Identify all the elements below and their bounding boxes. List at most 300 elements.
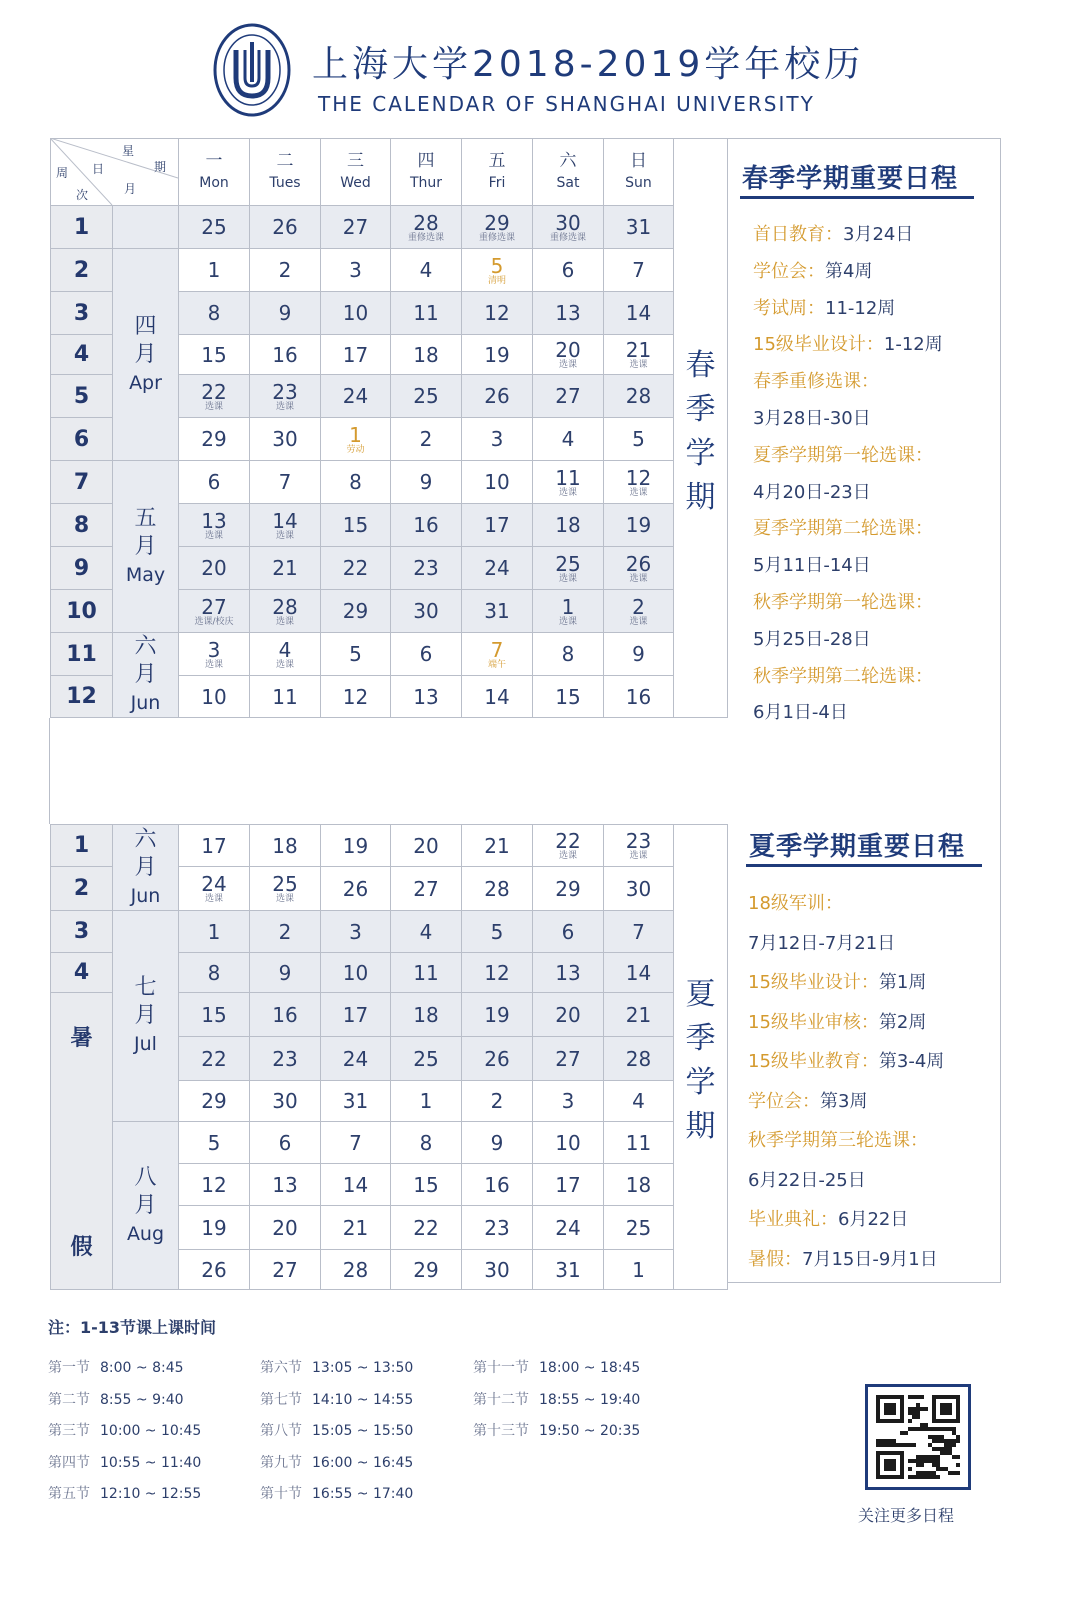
class-period: [260, 1420, 413, 1440]
day-cell: [604, 335, 674, 375]
day-number: 21: [272, 556, 298, 580]
day-number: 28: [625, 1046, 652, 1071]
month-en: Aug: [126, 1222, 165, 1245]
period-time: 19:50 ~ 20:35: [539, 1423, 641, 1439]
period-name: 第七节: [260, 1391, 302, 1408]
day-cell: [321, 993, 391, 1037]
day-number: 23: [272, 379, 298, 404]
month-cn: 七月: [134, 975, 157, 1028]
day-number: 21: [625, 338, 652, 362]
schedule-item-value: 第3周: [820, 1090, 868, 1112]
day-cell: [179, 1164, 250, 1206]
day-cell: [391, 1037, 462, 1081]
day-number: 25: [201, 215, 227, 239]
day-cell: [250, 504, 321, 547]
day-number: 29: [201, 427, 227, 451]
day-cell: [533, 547, 604, 590]
class-period-note-title: 注：1-13节课上课时间: [48, 1318, 217, 1337]
day-number: 2: [278, 258, 292, 282]
day-number: 24: [342, 1046, 369, 1071]
qr-code: [865, 1384, 971, 1490]
day-number: 9: [278, 960, 292, 985]
day-note: 重修选课: [478, 232, 515, 243]
corner-xing: 星: [122, 144, 135, 158]
day-cell: [462, 292, 533, 335]
schedule-item-value: 6月1日-4日: [753, 702, 848, 724]
day-header: [533, 139, 604, 206]
day-cell: [321, 547, 391, 590]
week-number: 5: [51, 375, 113, 418]
day-cell: [533, 993, 604, 1037]
week-row: [51, 249, 728, 292]
day-header-en: Mon: [199, 175, 229, 191]
day-cell: [391, 590, 462, 633]
day-number: 18: [413, 1002, 439, 1027]
period-name: 第十一节: [473, 1360, 529, 1376]
day-cell: [250, 418, 321, 461]
day-cell: [462, 335, 533, 375]
day-cell: [321, 504, 391, 547]
day-cell: [462, 825, 533, 867]
day-cell: [250, 206, 321, 249]
week-row: [51, 206, 728, 249]
day-number: 18: [625, 1172, 652, 1197]
day-cell: [321, 633, 391, 676]
day-number: 29: [201, 1089, 227, 1113]
day-cell: [391, 335, 462, 375]
corner-qi: 期: [154, 160, 167, 174]
class-period: [48, 1452, 201, 1472]
day-number: 25: [555, 551, 581, 576]
day-number: 20: [555, 1002, 581, 1027]
day-number: 6: [278, 1130, 292, 1155]
day-cell: [462, 1122, 533, 1164]
day-number: 27: [272, 1257, 298, 1282]
day-number: 29: [484, 210, 510, 235]
semester-char: 夏: [685, 977, 716, 1012]
day-cell: [533, 1164, 604, 1206]
day-cell: [179, 1206, 250, 1250]
month-en: Apr: [129, 371, 162, 394]
class-period: [48, 1420, 201, 1440]
day-cell: [250, 1164, 321, 1206]
day-cell: [462, 547, 533, 590]
schedule-item: [748, 1087, 867, 1113]
semester-label-column: [674, 340, 727, 516]
month-cn: 四月: [134, 313, 157, 367]
schedule-item: [748, 968, 926, 994]
schedule-item-value: 4月20日-23日: [753, 481, 871, 503]
holiday-char: 假: [70, 1235, 93, 1260]
month-en: May: [125, 563, 166, 586]
schedule-item-key: 18级军训：: [748, 893, 843, 914]
day-number: 18: [555, 513, 581, 537]
period-time: 18:00 ~ 18:45: [539, 1360, 641, 1376]
day-number: 30: [625, 876, 652, 901]
day-number: 14: [625, 301, 652, 325]
day-header: [250, 139, 321, 206]
day-cell: [533, 633, 604, 676]
day-number: 18: [413, 342, 439, 367]
divider: [49, 718, 50, 824]
day-cell: [391, 633, 462, 676]
schedule-item-key: 夏季学期第二轮选课：: [753, 518, 933, 540]
day-number: 12: [201, 1172, 227, 1197]
day-number: 2: [632, 594, 645, 619]
semester-char: 期: [685, 480, 716, 515]
week-number: 11: [51, 633, 113, 676]
day-note: 选课: [204, 659, 223, 670]
day-cell: [462, 249, 533, 292]
day-number: 16: [484, 1172, 510, 1197]
day-number: 12: [342, 684, 369, 709]
month-label: [113, 633, 179, 718]
period-name: 第十节: [260, 1486, 302, 1502]
day-number: 6: [207, 470, 221, 494]
summer-calendar-table: [50, 824, 728, 1290]
week-number: 2: [51, 249, 113, 292]
day-number: 6: [419, 642, 433, 666]
day-cell: [533, 375, 604, 418]
day-cell: [250, 547, 321, 590]
day-number: 3: [207, 637, 221, 662]
day-number: 10: [201, 684, 227, 709]
day-number: 7: [278, 470, 292, 494]
day-header: [321, 139, 391, 206]
schedule-item-key: 秋季学期第二轮选课：: [753, 665, 933, 687]
table-corner-header: [50, 138, 178, 205]
day-number: 12: [484, 301, 510, 325]
day-number: 31: [555, 1257, 581, 1282]
day-cell: [250, 375, 321, 418]
day-number: 1: [561, 594, 575, 619]
day-cell: [321, 418, 391, 461]
spring-calendar-table: [50, 138, 728, 718]
month-cn: 五月: [134, 505, 157, 559]
month-cn: 八月: [134, 1164, 157, 1218]
day-number: 26: [201, 1257, 227, 1282]
day-note: 选课: [629, 487, 648, 498]
day-cell: [462, 590, 533, 633]
day-cell: [604, 461, 674, 504]
day-note: 选课: [275, 659, 294, 670]
day-cell: [533, 292, 604, 335]
day-number: 13: [272, 1172, 298, 1197]
semester-char: 春: [685, 348, 716, 383]
semester-char: 季: [685, 1021, 716, 1056]
schedule-item-key: 春季重修选课：: [753, 371, 879, 393]
semester-label: [674, 139, 728, 718]
day-cell: [391, 953, 462, 993]
month-cn: 六月: [134, 634, 157, 687]
day-number: 2: [490, 1089, 504, 1113]
day-number: 7: [632, 258, 645, 282]
day-number: 5: [349, 642, 362, 666]
period-time: 14:10 ~ 14:55: [312, 1391, 414, 1408]
day-number: 8: [419, 1130, 433, 1155]
summer-panel-title: 夏季学期重要日程: [749, 832, 966, 862]
day-cell: [179, 590, 250, 633]
day-number: 27: [201, 594, 227, 619]
week-number: 4: [51, 335, 113, 375]
day-number: 24: [201, 872, 227, 896]
day-cell: [179, 547, 250, 590]
day-number: 8: [207, 301, 221, 325]
day-note: 选课: [558, 360, 577, 370]
day-cell: [179, 1037, 250, 1081]
period-time: 13:05 ~ 13:50: [312, 1360, 414, 1376]
day-number: 31: [484, 599, 510, 623]
month-en: Jul: [134, 1033, 157, 1055]
day-number: 23: [484, 1215, 510, 1240]
day-header: [391, 139, 462, 206]
week-number: 2: [51, 867, 113, 911]
schedule-item: [748, 1126, 928, 1152]
week-row: [51, 1122, 728, 1164]
day-number: 6: [561, 258, 575, 282]
day-number: 16: [413, 513, 439, 537]
day-number: 13: [201, 508, 227, 533]
day-number: 4: [632, 1089, 645, 1113]
day-number: 16: [272, 342, 298, 367]
day-number: 24: [555, 1215, 581, 1240]
period-time: 12:10 ~ 12:55: [100, 1486, 202, 1502]
day-number: 21: [625, 1002, 652, 1027]
day-number: 3: [561, 1089, 575, 1113]
day-cell: [533, 335, 604, 375]
day-cell: [604, 375, 674, 418]
schedule-item-value: 5月11日-14日: [753, 555, 871, 577]
corner-ri: 日: [92, 162, 105, 176]
day-number: 5: [490, 253, 504, 278]
semester-char: 学: [685, 1065, 716, 1100]
day-number: 19: [484, 1002, 510, 1027]
day-number: 28: [342, 1257, 369, 1282]
spring-panel-title: 春季学期重要日程: [742, 164, 959, 194]
day-number: 18: [272, 833, 298, 858]
period-name: 第六节: [260, 1360, 302, 1376]
schedule-item-value: 3月24日: [843, 224, 914, 245]
week-number: 6: [51, 418, 113, 461]
period-time: 16:00 ~ 16:45: [312, 1454, 414, 1471]
day-cell: [179, 375, 250, 418]
class-period: [260, 1389, 413, 1409]
day-cell: [391, 504, 462, 547]
day-number: 29: [342, 599, 369, 623]
day-cell: [321, 335, 391, 375]
day-number: 17: [342, 342, 369, 367]
day-cell: [179, 1122, 250, 1164]
day-cell: [462, 1037, 533, 1081]
schedule-item: [748, 929, 895, 955]
day-number: 28: [484, 876, 510, 901]
day-number: 13: [555, 301, 581, 325]
schedule-item-key: 首日教育：: [753, 224, 843, 245]
day-cell: [462, 1164, 533, 1206]
period-name: 第十三节: [473, 1423, 529, 1439]
day-note: 选课: [558, 487, 577, 498]
schedule-item: [748, 1166, 866, 1192]
day-number: 1: [632, 1257, 645, 1282]
day-cell: [391, 1122, 462, 1164]
day-header-en: Wed: [340, 175, 371, 191]
day-number: 23: [625, 829, 652, 853]
day-cell: [250, 633, 321, 676]
day-number: 10: [555, 1130, 581, 1155]
university-logo: [212, 22, 292, 118]
schedule-item-value: 第3-4周: [878, 1051, 945, 1072]
period-time: 8:55 ~ 9:40: [100, 1391, 184, 1408]
month-label: [113, 461, 179, 633]
period-time: 10:55 ~ 11:40: [100, 1454, 202, 1471]
day-cell: [250, 1081, 321, 1122]
schedule-item: [753, 330, 943, 356]
schedule-item: [753, 551, 871, 577]
day-header-en: Thur: [409, 175, 443, 191]
day-number: 16: [625, 684, 652, 709]
day-number: 4: [419, 919, 433, 944]
period-time: 10:00 ~ 10:45: [100, 1423, 202, 1439]
day-cell: [179, 461, 250, 504]
schedule-item-key: 秋季学期第一轮选课：: [753, 592, 933, 613]
day-number: 19: [342, 833, 369, 858]
day-number: 7: [632, 919, 645, 944]
day-number: 9: [632, 642, 645, 666]
day-number: 28: [625, 384, 652, 408]
schedule-item: [753, 588, 933, 614]
schedule-item: [753, 257, 872, 283]
divider: [746, 864, 982, 867]
class-period: [260, 1357, 413, 1377]
day-number: 19: [201, 1215, 227, 1240]
day-number: 22: [201, 1046, 227, 1071]
day-cell: [321, 206, 391, 249]
day-number: 25: [413, 384, 439, 408]
day-cell: [533, 461, 604, 504]
week-row: [51, 911, 728, 953]
page-subtitle: THE CALENDAR OF SHANGHAI UNIVERSITY: [318, 92, 815, 116]
week-number: 1: [51, 206, 113, 249]
day-cell: [391, 1206, 462, 1250]
day-number: 21: [484, 833, 510, 858]
schedule-item: [753, 220, 913, 246]
day-note: 选课: [629, 851, 648, 861]
day-number: 10: [342, 301, 369, 325]
period-name: 第二节: [48, 1391, 90, 1408]
day-cell: [179, 249, 250, 292]
schedule-item: [748, 1205, 908, 1231]
day-number: 1: [207, 919, 221, 944]
day-number: 26: [484, 1046, 510, 1071]
schedule-item: [753, 404, 871, 430]
day-cell: [250, 867, 321, 911]
week-row: [51, 633, 728, 676]
day-number: 15: [555, 684, 581, 709]
day-cell: [604, 418, 674, 461]
month-label: [113, 911, 179, 1122]
day-number: 30: [555, 210, 581, 235]
day-cell: [391, 867, 462, 911]
day-number: 4: [278, 637, 292, 662]
day-number: 25: [272, 872, 298, 896]
day-cell: [179, 292, 250, 335]
day-cell: [179, 993, 250, 1037]
day-note: 选课: [558, 851, 577, 861]
day-cell: [391, 206, 462, 249]
day-cell: [321, 1037, 391, 1081]
week-number: 3: [51, 911, 113, 953]
day-cell: [604, 1122, 674, 1164]
day-note: 选课: [558, 573, 577, 584]
day-cell: [321, 867, 391, 911]
day-cell: [604, 1164, 674, 1206]
day-cell: [391, 292, 462, 335]
schedule-item: [753, 441, 933, 467]
day-number: 8: [207, 960, 221, 985]
day-number: 8: [561, 642, 575, 666]
period-time: 18:55 ~ 19:40: [539, 1391, 641, 1408]
day-cell: [391, 1081, 462, 1122]
day-cell: [391, 461, 462, 504]
day-header-en: Tues: [269, 175, 301, 191]
day-number: 24: [484, 556, 510, 580]
class-period: [260, 1452, 413, 1472]
schedule-item-key: 学位会：: [748, 1090, 820, 1112]
day-cell: [179, 867, 250, 911]
class-period: [48, 1389, 184, 1409]
day-number: 11: [413, 301, 439, 325]
schedule-item-value: 1-12周: [883, 334, 943, 356]
day-number: 2: [278, 919, 292, 944]
day-cell: [179, 418, 250, 461]
day-number: 11: [555, 465, 581, 490]
week-number: 8: [51, 504, 113, 547]
day-note: 选课: [275, 616, 294, 627]
day-cell: [250, 825, 321, 867]
schedule-item-value: 3月28日-30日: [753, 408, 871, 429]
day-cell: [533, 1250, 604, 1290]
day-number: 27: [413, 876, 439, 901]
corner-yue: 月: [124, 182, 137, 196]
schedule-item-value: 11-12周: [825, 297, 896, 319]
day-cell: [533, 911, 604, 953]
day-cell: [250, 1250, 321, 1290]
day-cell: [604, 547, 674, 590]
day-cell: [462, 1206, 533, 1250]
period-name: 第十二节: [473, 1391, 529, 1408]
day-cell: [462, 418, 533, 461]
day-number: 30: [272, 1089, 298, 1113]
class-period: [473, 1357, 640, 1377]
corner-ci: 次: [76, 188, 89, 202]
day-number: 28: [272, 594, 298, 619]
schedule-item-key: 夏季学期第一轮选课：: [753, 444, 933, 466]
schedule-item-key: 15级毕业审核：: [748, 1011, 879, 1033]
class-period: [473, 1389, 640, 1409]
class-period: [260, 1483, 413, 1503]
day-number: 12: [625, 465, 652, 490]
day-cell: [604, 993, 674, 1037]
schedule-item: [753, 294, 895, 320]
day-cell: [533, 1081, 604, 1122]
day-cell: [250, 335, 321, 375]
period-name: 第一节: [48, 1360, 90, 1376]
day-header: [604, 139, 674, 206]
semester-label: [674, 825, 728, 1290]
day-number: 25: [413, 1046, 439, 1071]
schedule-item: [753, 698, 848, 724]
day-number: 22: [342, 556, 369, 580]
